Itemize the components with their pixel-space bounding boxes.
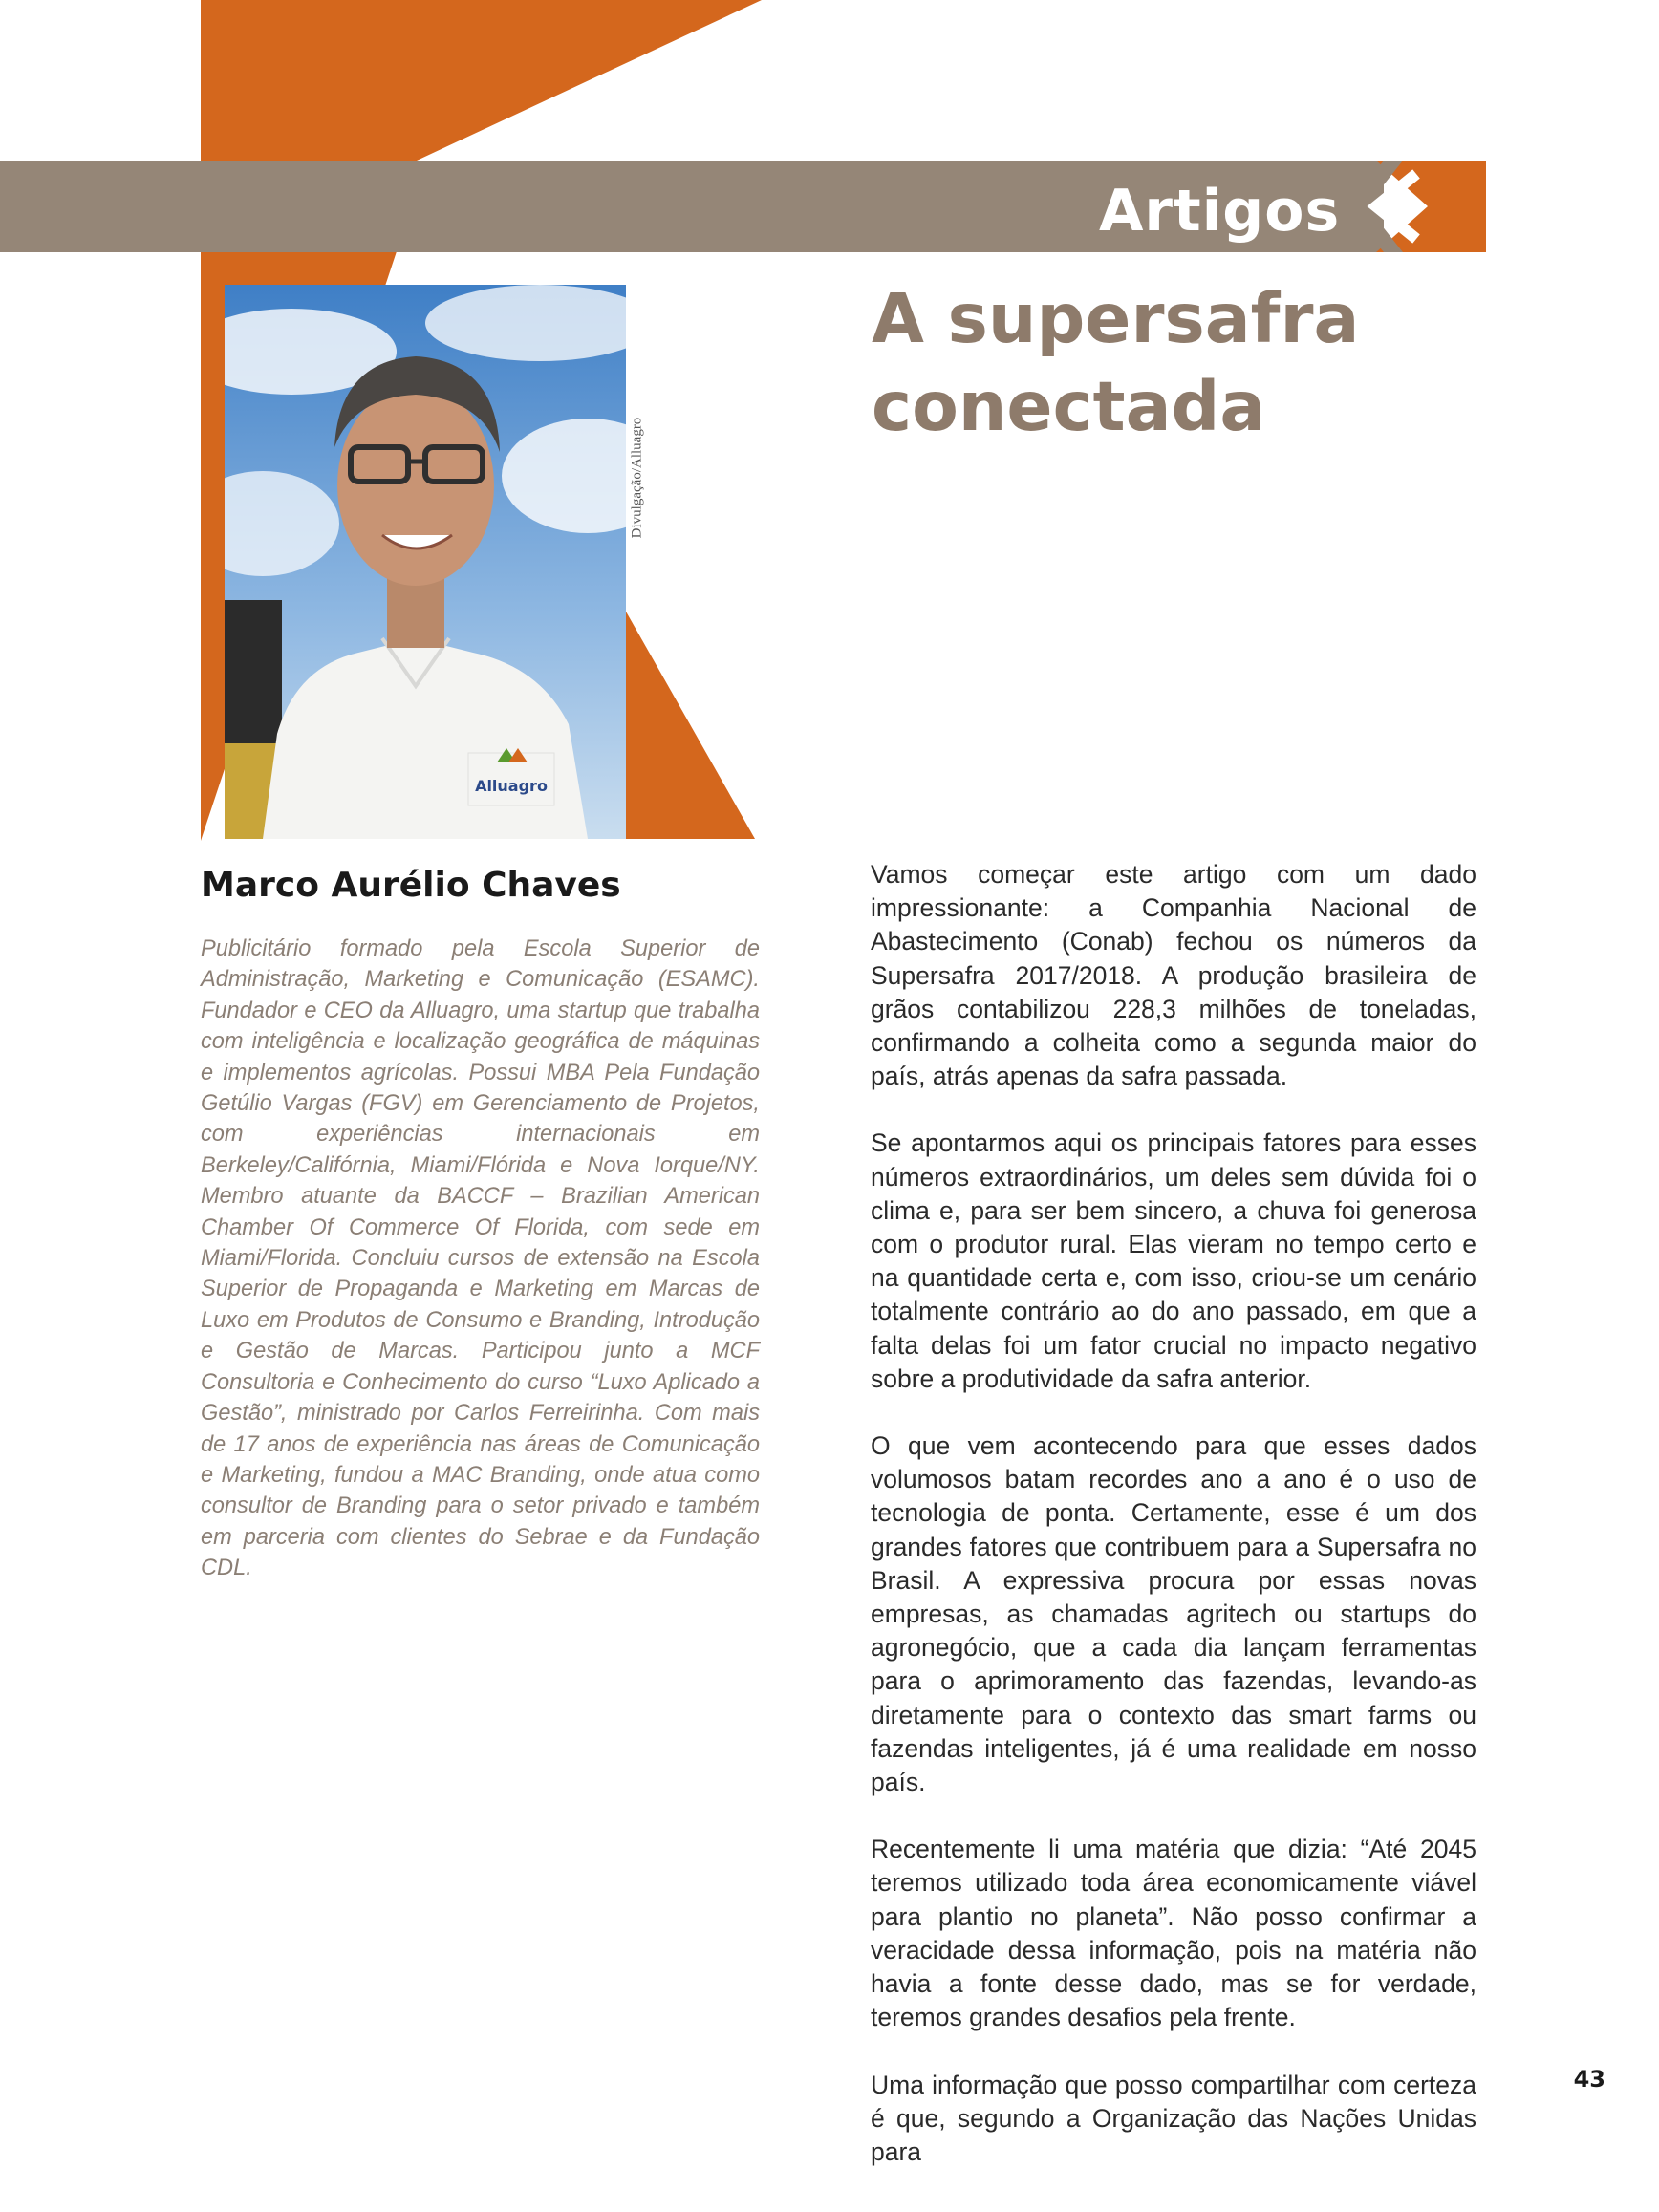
article-title-line-1: A supersafra (872, 279, 1360, 358)
photo-credit-text: Divulgação/Alluagro (629, 417, 645, 539)
orange-arrow-tab (1376, 161, 1486, 252)
shirt-logo: Alluagro (475, 777, 548, 795)
article-body (871, 858, 1476, 2202)
orange-top-wedge (201, 0, 762, 161)
article-paragraph: Vamos começar este artigo com um dado impressionante: a Companhia Nacional de Abastecimento (Conab) fechou os números da Supersafra 2017/2018. A produção brasileira de grãos contabilizou 228,3 milhões de toneladas, confirmando a colheita como a segunda maior do país, atrás apenas da safra passada. (871, 860, 1476, 1091)
article-paragraph: Uma informação que posso compartilhar com certeza é que, segundo a Organização das Nações Unidas para (871, 2070, 1476, 2166)
orange-photo-wedge (626, 612, 755, 839)
article-paragraph: Se apontarmos aqui os principais fatores para esses números extraordinários, um deles sem dúvida foi o clima e, para ser bem sincero, a chuva foi generosa com o produtor rural. Elas vieram no tempo certo e na quantidade certa e, com isso, criou-se um cenário totalmente contrário ao do ano passado, em que a falta delas foi um fator crucial no impacto negativo sobre a produtividade da safra anterior. (871, 1128, 1476, 1393)
article-paragraph: Recentemente li uma matéria que dizia: “Até 2045 teremos utilizado toda área economicamente viável para plantio no planeta”. Não posso confirmar a veracidade dessa informação, pois na matéria não havia a fonte desse dado, mas se for verdade, teremos grandes desafios pela frente. (871, 1835, 1476, 2032)
article-title (872, 275, 1521, 451)
page-number: 43 (1573, 2066, 1605, 2093)
section-label: Artigos (1099, 178, 1341, 245)
article-paragraph: O que vem acontecendo para que esses dados volumosos batam recordes ano a ano é o uso de tecnologia de ponta. Certamente, esse é um dos grandes fatores que contribuem para a Supersafra no Brasil. A expressiva procura por essas novas empresas, as chamadas agritech ou startups do agronegócio, que a cada dia lançam ferramentas para o aprimoramento das fazendas, levando-as diretamente para o contexto das smart farms ou fazendas inteligentes, já é uma realidade em nosso país. (871, 1431, 1476, 1797)
author-photo (225, 285, 626, 839)
photo-credit (626, 417, 649, 539)
author-bio: Publicitário formado pela Escola Superior de Administração, Marketing e Comunicação (ESAMC). Fundador e CEO da Alluagro, uma startup que trabalha com inteligência e localização geográfica de máquinas e implementos agrícolas. Possui MBA Pela Fundação Getúlio Vargas (FGV) em Gerenciamento de Projetos, com experiências internacionais em Berkeley/Califórnia, Miami/Flórida e Nova Iorque/NY. Membro atuante da BACCF – Brazilian American Chamber Of Commerce Of Florida, com sede em Miami/Florida. Concluiu cursos de extensão na Escola Superior de Propaganda e Marketing em Marcas de Luxo em Produtos de Consumo e Branding, Introdução e Gestão de Marcas. Participou junto a MCF Consultoria e Conhecimento do curso “Luxo Aplicado a Gestão”, ministrado por Carlos Ferreirinha. Com mais de 17 anos de experiência nas áreas de Comunicação e Marketing, fundou a MAC Branding, onde atua como consultor de Branding para o setor privado e também em parceria com clientes do Sebrae e da Fundação CDL. (201, 936, 760, 1581)
author-name: Marco Aurélio Chaves (201, 866, 621, 905)
article-title-line-2: conectada (872, 367, 1266, 446)
